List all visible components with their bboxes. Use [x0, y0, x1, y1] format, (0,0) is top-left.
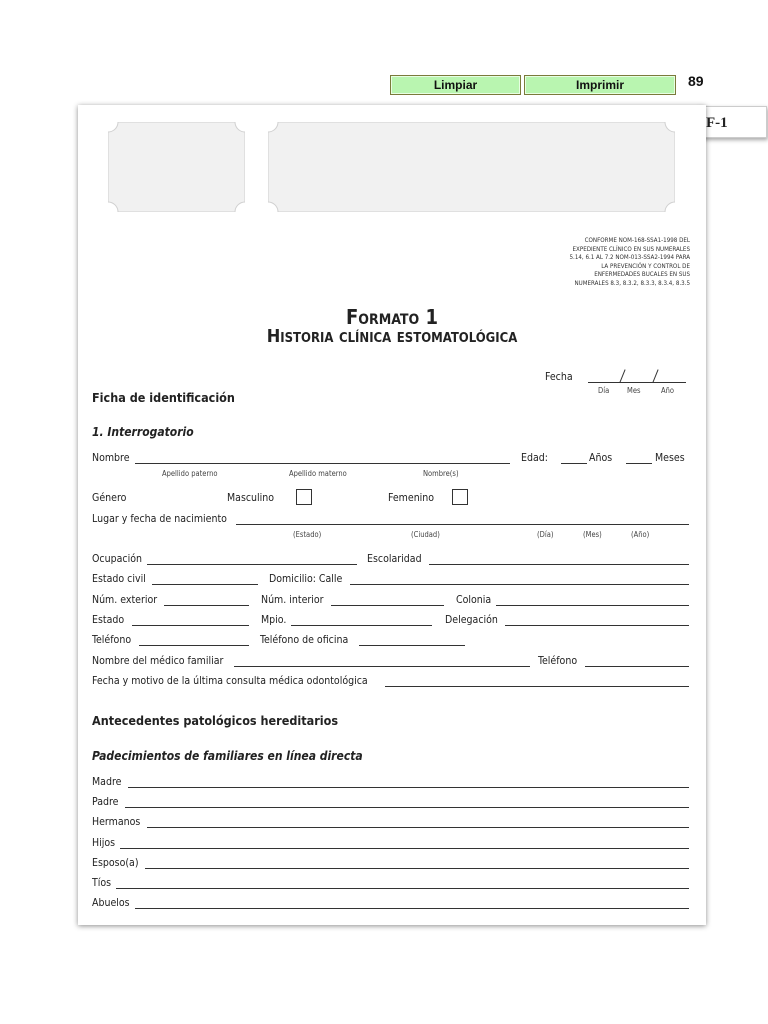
- apellido-paterno-caption: Apellido paterno: [162, 469, 218, 478]
- age-months-field[interactable]: [626, 463, 652, 464]
- female-checkbox[interactable]: [452, 489, 468, 505]
- day-caption: Día: [598, 386, 610, 395]
- apellido-materno-caption: Apellido materno: [289, 469, 347, 478]
- page-number: 89: [688, 73, 704, 89]
- birth-day-caption: (Día): [537, 530, 554, 539]
- year-caption: Año: [661, 386, 675, 395]
- escolaridad-label: Escolaridad: [367, 553, 422, 565]
- ultima-consulta-field[interactable]: [385, 686, 689, 687]
- tel-oficina-label: Teléfono de oficina: [260, 634, 349, 646]
- num-ext-field[interactable]: [164, 605, 249, 606]
- mpio-label: Mpio.: [261, 614, 287, 626]
- estado-label: Estado: [92, 614, 125, 626]
- nombres-caption: Nombre(s): [423, 469, 459, 478]
- mpio-field[interactable]: [291, 625, 432, 626]
- birth-state-caption: (Estado): [293, 530, 322, 539]
- birth-field[interactable]: [236, 524, 689, 525]
- ident-heading: Ficha de identificación: [92, 390, 235, 405]
- form-title: Formato 1: [346, 305, 438, 329]
- date-separator: [652, 369, 658, 382]
- age-label: Edad:: [521, 452, 548, 464]
- colonia-label: Colonia: [456, 594, 492, 606]
- telefono-label: Teléfono: [92, 634, 132, 646]
- months-label: Meses: [655, 452, 685, 464]
- hijos-label: Hijos: [92, 837, 116, 849]
- form-sheet: [78, 105, 706, 925]
- padecimientos-heading: Padecimientos de familiares en línea directa: [92, 749, 363, 763]
- name-label: Nombre: [92, 452, 130, 464]
- interrogatorio-heading: 1. Interrogatorio: [92, 425, 194, 439]
- medico-field[interactable]: [234, 666, 530, 667]
- ultima-consulta-label: Fecha y motivo de la última consulta médica odontológica: [92, 675, 368, 687]
- padre-field[interactable]: [125, 807, 689, 808]
- tios-label: Tíos: [92, 877, 112, 889]
- month-caption: Mes: [627, 386, 641, 395]
- date-separator: [619, 369, 625, 382]
- gender-label: Género: [92, 492, 127, 504]
- male-checkbox[interactable]: [296, 489, 312, 505]
- hijos-field[interactable]: [120, 848, 689, 849]
- hermanos-field[interactable]: [147, 827, 689, 828]
- birth-month-caption: (Mes): [583, 530, 602, 539]
- medico-label: Nombre del médico familiar: [92, 655, 224, 667]
- esposo-label: Esposo(a): [92, 857, 139, 869]
- domicilio-label: Domicilio: Calle: [269, 573, 343, 585]
- escolaridad-field[interactable]: [429, 564, 689, 565]
- logo-placeholder-right: [268, 122, 675, 212]
- num-ext-label: Núm. exterior: [92, 594, 158, 606]
- date-label: Fecha: [545, 371, 573, 383]
- estado-civil-label: Estado civil: [92, 573, 146, 585]
- logo-placeholder-left: [108, 122, 245, 212]
- years-label: Años: [589, 452, 613, 464]
- female-label: Femenino: [388, 492, 435, 504]
- domicilio-field[interactable]: [350, 584, 689, 585]
- delegacion-label: Delegación: [445, 614, 498, 626]
- telefono2-label: Teléfono: [538, 655, 578, 667]
- name-field[interactable]: [135, 463, 510, 464]
- telefono-field[interactable]: [139, 645, 249, 646]
- num-int-label: Núm. interior: [261, 594, 324, 606]
- abuelos-field[interactable]: [135, 908, 689, 909]
- form-subtitle: Historia clínica estomatológica: [266, 326, 518, 347]
- clear-button[interactable]: Limpiar: [390, 75, 521, 95]
- ocupacion-label: Ocupación: [92, 553, 142, 565]
- num-int-field[interactable]: [331, 605, 444, 606]
- date-field[interactable]: [588, 382, 686, 383]
- antecedentes-heading: Antecedentes patológicos hereditarios: [92, 713, 339, 728]
- abuelos-label: Abuelos: [92, 897, 130, 909]
- birth-label: Lugar y fecha de nacimiento: [92, 513, 227, 525]
- delegacion-field[interactable]: [505, 625, 689, 626]
- tios-field[interactable]: [116, 888, 689, 889]
- form-tag: F-1: [697, 106, 767, 138]
- print-button[interactable]: Imprimir: [524, 75, 676, 95]
- legal-note: CONFORME NOM-168-SSA1-1998 DEL EXPEDIENTE CLÍNICO EN SUS NUMERALES 5.14, 6.1 AL 7.2 NOM-013-SSA2-1994 PARA LA PREVENCIÓN Y CONTROL DE ENFERMEDADES BUCALES EN SUS NUMERALES 8.3, 8.3.2, 8.3.3, 8.3.4, 8.3.5: [569, 237, 690, 287]
- age-years-field[interactable]: [561, 463, 587, 464]
- tel-oficina-field[interactable]: [359, 645, 465, 646]
- colonia-field[interactable]: [496, 605, 689, 606]
- ocupacion-field[interactable]: [147, 564, 357, 565]
- padre-label: Padre: [92, 796, 119, 808]
- estado-field[interactable]: [132, 625, 249, 626]
- hermanos-label: Hermanos: [92, 816, 141, 828]
- madre-label: Madre: [92, 776, 122, 788]
- telefono2-field[interactable]: [585, 666, 689, 667]
- esposo-field[interactable]: [145, 868, 689, 869]
- male-label: Masculino: [227, 492, 275, 504]
- birth-city-caption: (Ciudad): [411, 530, 440, 539]
- madre-field[interactable]: [128, 787, 689, 788]
- birth-year-caption: (Año): [631, 530, 650, 539]
- estado-civil-field[interactable]: [152, 584, 258, 585]
